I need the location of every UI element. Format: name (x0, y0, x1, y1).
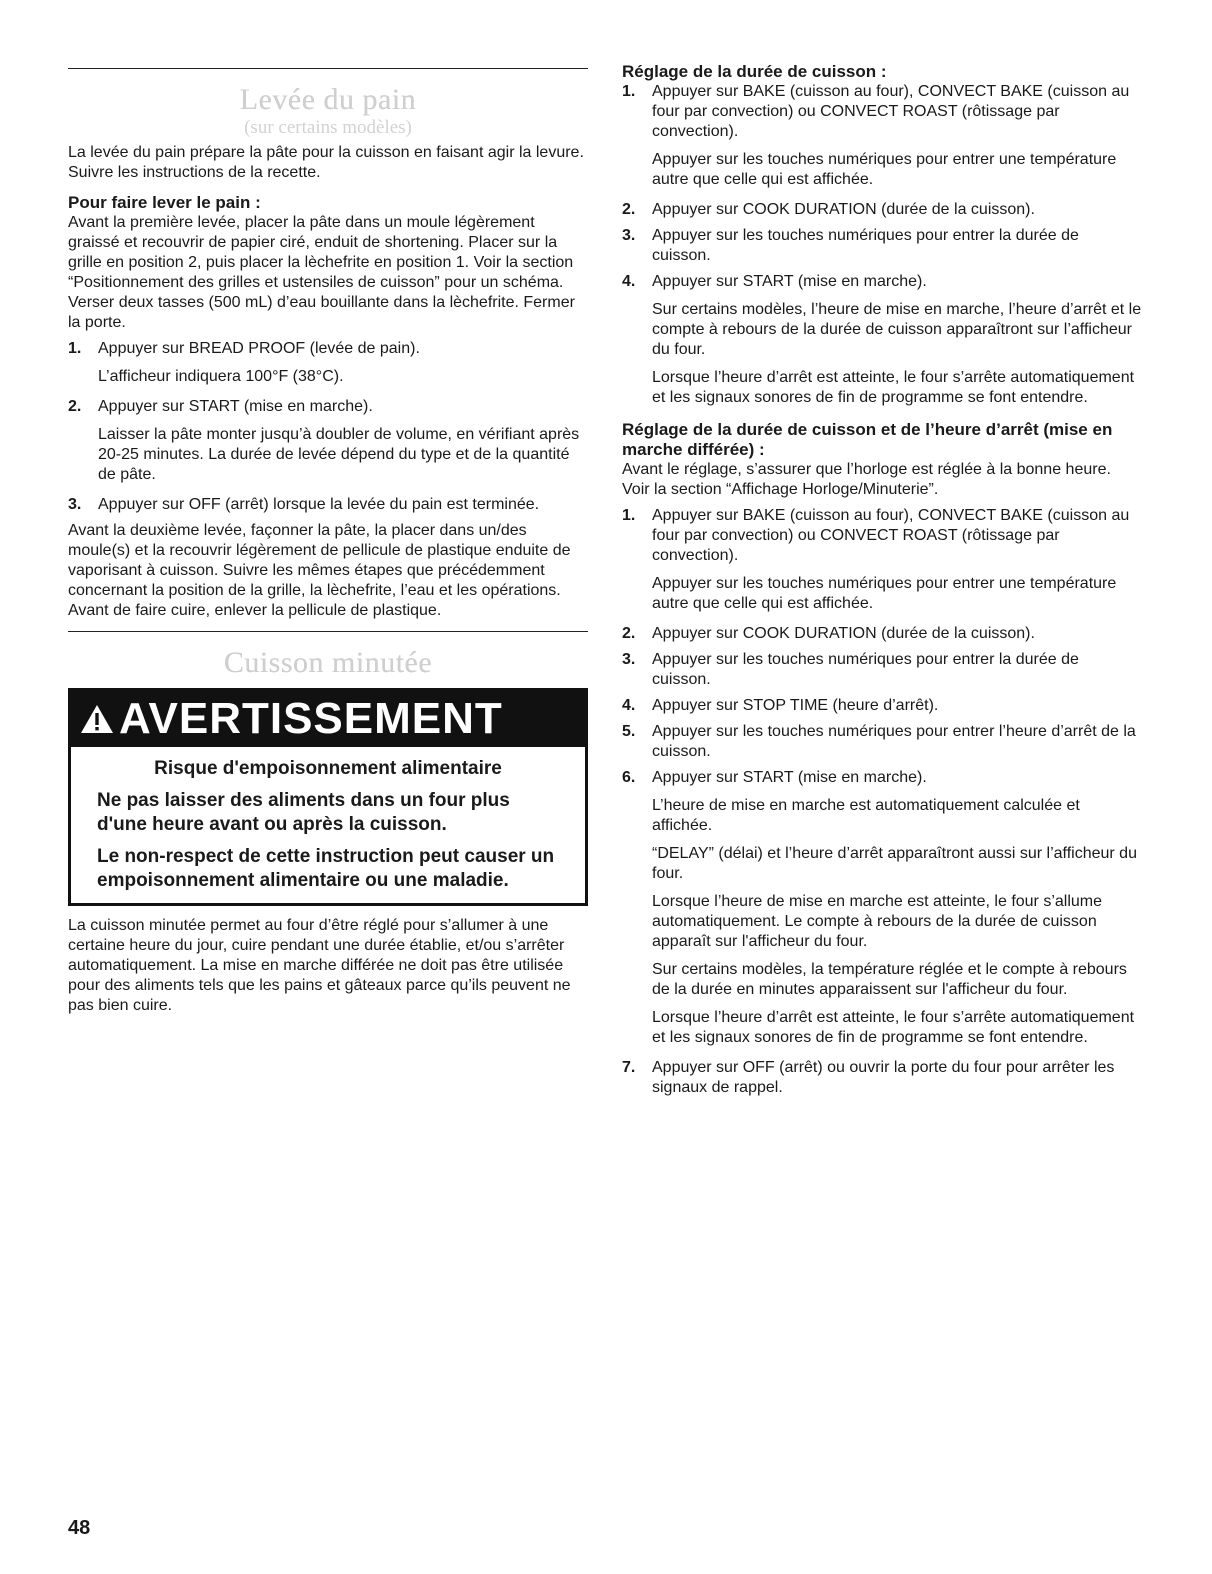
list-item (622, 624, 1142, 644)
warning-triangle-icon (79, 703, 115, 735)
step-text: Appuyer sur BAKE (cuisson au four), CONVECT BAKE (cuisson au four par convection) ou CONVECT ROAST (rôtissage par convection). (652, 83, 1130, 140)
step-note: L’heure de mise en marche est automatiquement calculée et affichée. (652, 797, 1080, 834)
step-number: 6. (622, 769, 636, 786)
warning-box (68, 688, 588, 906)
step-note: “DELAY” (délai) et l’heure d’arrêt apparaîtront aussi sur l’afficheur du four. (652, 845, 1137, 882)
step-text: Appuyer sur les touches numériques pour entrer l’heure d’arrêt de la cuisson. (652, 723, 1136, 760)
second-proof-paragraph: Avant la deuxième levée, façonner la pâte, la placer dans un/des moule(s) et la recouvrir légèrement de pellicule de plastique enduite de vaporisant à cuisson. Suivre les mêmes étapes que précédemment concernant la position de la grille, la lèchefrite, l’eau et les opérations. Avant de faire cuire, enlever la pellicule de plastique. (68, 522, 571, 619)
list-item (622, 226, 1142, 266)
step-note: Appuyer sur les touches numériques pour entrer une température autre que celle qui est affichée. (652, 151, 1117, 188)
step-number: 7. (622, 1059, 636, 1076)
step-text: Appuyer sur BREAD PROOF (levée de pain). (98, 340, 420, 357)
step-note: Sur certains modèles, la température réglée et le compte à rebours de la durée en minutes apparaissent sur l'afficheur du four. (652, 961, 1127, 998)
left-column (68, 62, 588, 1016)
subheading-bread-proof: Pour faire lever le pain : (68, 193, 261, 212)
list-item (622, 768, 1142, 788)
step-text: Appuyer sur les touches numériques pour entrer la durée de cuisson. (652, 227, 1079, 264)
step-note: Lorsque l’heure d’arrêt est atteinte, le four s’arrête automatiquement et les signaux sonores de fin de programme se font entendre. (652, 1009, 1135, 1046)
step-text: Appuyer sur les touches numériques pour entrer la durée de cuisson. (652, 651, 1079, 688)
step-note: Lorsque l’heure de mise en marche est atteinte, le four s’allume automatiquement. Le compte à rebours de la durée de cuisson apparaît sur l'afficheur du four. (652, 893, 1103, 950)
step-number: 2. (622, 625, 636, 642)
list-item (622, 696, 1142, 716)
warning-risk: Risque d'empoisonnement alimentaire (154, 758, 502, 779)
step-text: Appuyer sur BAKE (cuisson au four), CONVECT BAKE (cuisson au four par convection) ou CONVECT ROAST (rôtissage par convection). (652, 507, 1130, 564)
step-number: 2. (68, 398, 82, 415)
step-number: 1. (622, 507, 636, 524)
step-number: 3. (68, 496, 82, 513)
step-number: 5. (622, 723, 636, 740)
list-item (68, 339, 588, 359)
section-divider (68, 631, 588, 632)
page-number: 48 (68, 1517, 91, 1539)
list-item (622, 272, 1142, 292)
step-text: Appuyer sur COOK DURATION (durée de la cuisson). (652, 625, 1035, 642)
step-number: 2. (622, 201, 636, 218)
subheading-delayed-start: Réglage de la durée de cuisson et de l’heure d’arrêt (mise en marche différée) : (622, 420, 1113, 459)
bread-proof-steps (68, 339, 588, 515)
step-note: Lorsque l’heure d’arrêt est atteinte, le four s’arrête automatiquement et les signaux sonores de fin de programme se font entendre. (652, 369, 1135, 406)
warning-instruction: Ne pas laisser des aliments dans un four plus d'une heure avant ou après la cuisson. (97, 790, 510, 835)
subheading-cook-duration: Réglage de la durée de cuisson : (622, 62, 887, 81)
cook-duration-steps (622, 82, 1142, 408)
step-text: Appuyer sur STOP TIME (heure d’arrêt). (652, 697, 939, 714)
delayed-start-intro: Avant le réglage, s’assurer que l’horloge est réglée à la bonne heure. Voir la section “Affichage Horloge/Minuterie”. (622, 461, 1111, 498)
step-text: Appuyer sur COOK DURATION (durée de la cuisson). (652, 201, 1035, 218)
list-item (622, 1058, 1142, 1098)
warning-consequence: Le non-respect de cette instruction peut causer un empoisonnement alimentaire ou une maladie. (97, 846, 555, 891)
step-text: Appuyer sur START (mise en marche). (98, 398, 373, 415)
list-item (622, 200, 1142, 220)
list-item (622, 82, 1142, 142)
step-number: 4. (622, 697, 636, 714)
delayed-start-steps (622, 506, 1142, 1098)
step-text: Appuyer sur START (mise en marche). (652, 769, 927, 786)
step-note: L’afficheur indiquera 100°F (38°C). (98, 368, 344, 385)
intro-paragraph: La levée du pain prépare la pâte pour la cuisson en faisant agir la levure. Suivre les instructions de la recette. (68, 144, 584, 181)
step-number: 4. (622, 273, 636, 290)
step-note: Sur certains modèles, l’heure de mise en marche, l’heure d’arrêt et le compte à rebours de la durée de cuisson apparaîtront sur l’afficheur du four. (652, 301, 1142, 358)
warning-header (71, 691, 585, 747)
list-item (622, 650, 1142, 690)
list-item (622, 722, 1142, 762)
step-note: Laisser la pâte monter jusqu’à doubler de volume, en vérifiant après 20-25 minutes. La durée de levée dépend du type et de la quantité de pâte. (98, 426, 580, 483)
warning-header-text: AVERTISSEMENT (119, 694, 503, 743)
step-number: 3. (622, 227, 636, 244)
timed-cooking-paragraph: La cuisson minutée permet au four d’être réglé pour s’allumer à une certaine heure du jour, cuire pendant une durée établie, et/ou s’arrêter automatiquement. La mise en marche différée ne doit pas être utilisée pour des aliments tels que les pains et gâteaux parce qu’ils peuvent ne pas bien cuire. (68, 917, 571, 1014)
list-item (68, 495, 588, 515)
list-item (622, 506, 1142, 566)
step-number: 1. (68, 340, 82, 357)
section-subtitle: (sur certains modèles) (244, 117, 412, 138)
step-note: Appuyer sur les touches numériques pour entrer une température autre que celle qui est affichée. (652, 575, 1117, 612)
section-divider (68, 68, 588, 69)
instructions-paragraph: Avant la première levée, placer la pâte dans un moule légèrement graissé et recouvrir de papier ciré, enduit de shortening. Placer sur la grille en position 2, puis placer la lèchefrite en position 1. Voir la section “Positionnement des grilles et ustensiles de cuisson” pour un schéma. Verser deux tasses (500 mL) d’eau bouillante dans la lèchefrite. Fermer la porte. (68, 214, 575, 331)
right-column (622, 62, 1142, 1098)
step-text: Appuyer sur OFF (arrêt) lorsque la levée du pain est terminée. (98, 496, 540, 513)
list-item (68, 397, 588, 417)
step-number: 1. (622, 83, 636, 100)
step-text: Appuyer sur START (mise en marche). (652, 273, 927, 290)
step-text: Appuyer sur OFF (arrêt) ou ouvrir la porte du four pour arrêter les signaux de rappel. (652, 1059, 1115, 1096)
section-title-timed-cooking: Cuisson minutée (223, 646, 433, 679)
step-number: 3. (622, 651, 636, 668)
section-title-bread-proof: Levée du pain (239, 83, 417, 116)
warning-body (71, 747, 585, 903)
